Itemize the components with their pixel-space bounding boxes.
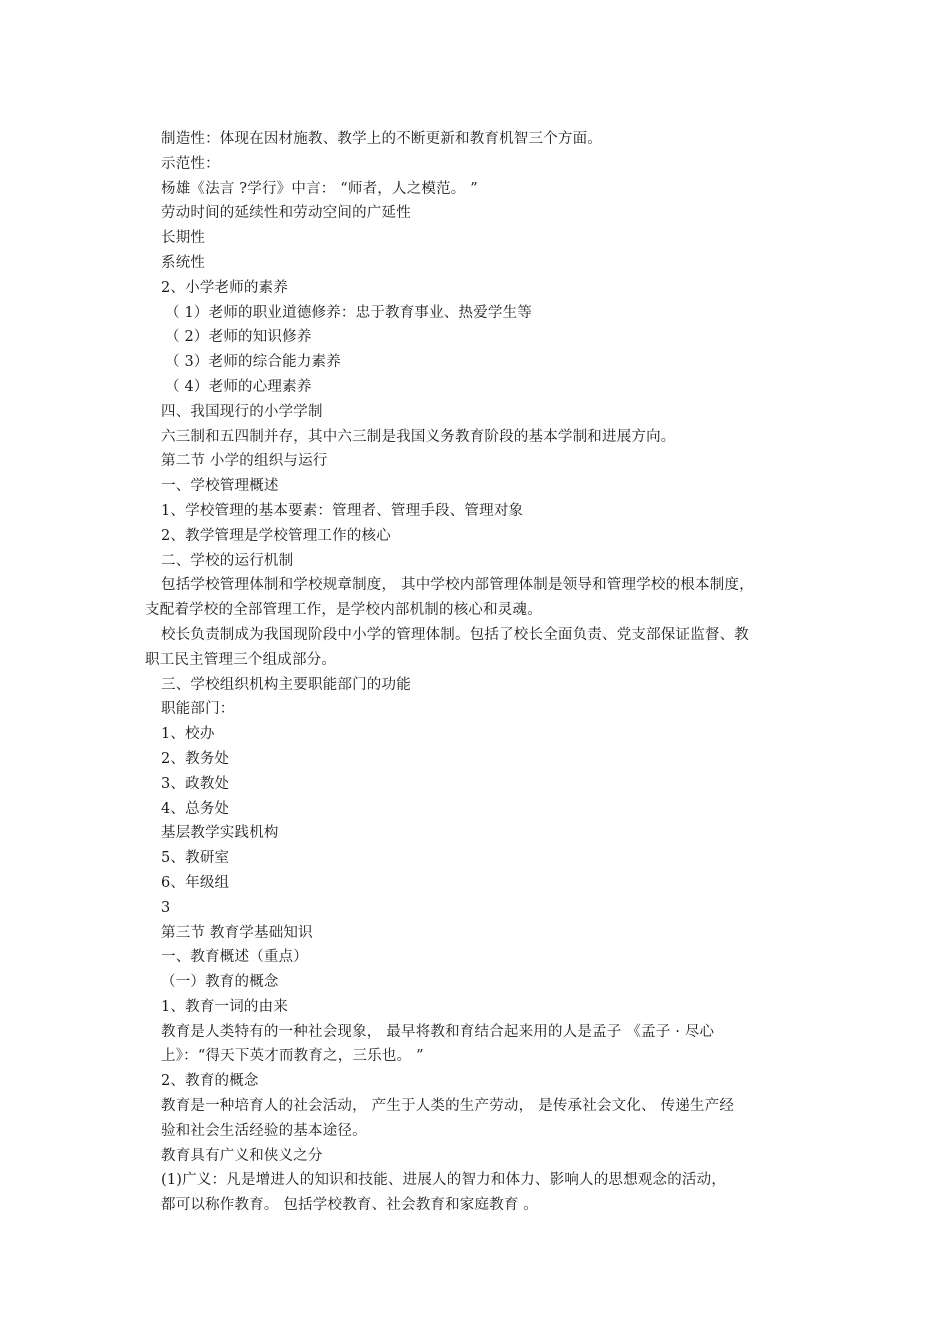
text-line: 职工民主管理三个组成部分。 [145,651,337,668]
list-item: 4、总务处 [161,800,230,817]
section-heading: 2、小学老师的素养 [161,279,289,296]
text-line: 六三制和五四制并存，其中六三制是我国义务教育阶段的基本学制和进展方向。 [161,428,676,445]
text-line: 1、学校管理的基本要素：管理者、管理手段、管理对象 [161,502,524,519]
text-line: 基层教学实践机构 [161,825,279,842]
section-heading: 一、教育概述（重点） [161,949,308,966]
section-heading: （一）教育的概念 [161,974,279,991]
text-line: （ 4）老师的心理素养 [165,378,312,395]
list-item: 5、教研室 [161,850,230,867]
section-heading: 第三节 教育学基础知识 [161,924,313,941]
text-line: 职能部门： [161,701,235,718]
section-heading: 三、学校组织机构主要职能部门的功能 [161,676,411,693]
text-line: 包括学校管理体制和学校规章制度， 其中学校内部管理体制是领导和管理学校的根本制度， [161,577,754,594]
document-body [145,127,810,1218]
page-number: 3 [161,899,171,916]
text-line: 校长负责制成为我国现阶段中小学的管理体制。包括了校长全面负责、党支部保证监督、教 [161,626,749,643]
section-heading: 二、学校的运行机制 [161,552,294,569]
text-line: 长期性 [161,230,206,247]
text-line: 劳动时间的延续性和劳动空间的广延性 [161,205,411,222]
text-line: （ 3）老师的综合能力素养 [165,354,341,371]
text-line: （ 2）老师的知识修养 [165,329,312,346]
text-line: 制造性：体现在因材施教、教学上的不断更新和教育机智三个方面。 [161,131,602,147]
text-line: 2、教学管理是学校管理工作的核心 [161,527,391,544]
text-line: 杨雄《法言 ?学行》中言： “师者，人之模范。 ” [161,180,478,197]
text-line: 系统性 [161,254,206,271]
text-line: 教育具有广义和侠义之分 [161,1147,323,1164]
section-heading: 1、教育一词的由来 [161,998,289,1015]
list-item: 6、年级组 [161,874,230,891]
text-line: 验和社会生活经验的基本途径。 [161,1122,367,1139]
text-line: (1)广义：凡是增进人的知识和技能、进展人的智力和体力、影响人的思想观念的活动， [161,1172,727,1189]
text-line: 教育是一种培育人的社会活动， 产生于人类的生产劳动， 是传承社会文化、 传递生产经 [161,1098,735,1115]
text-line: 教育是人类特有的一种社会现象， 最早将教和育结合起来用的人是孟子 《孟子 · 尽心 [161,1023,715,1040]
section-heading: 第二节 小学的组织与运行 [161,453,328,470]
text-line: 支配着学校的全部管理工作，是学校内部机制的核心和灵魂。 [145,602,542,619]
text-line: 都可以称作教育。 包括学校教育、社会教育和家庭教育 。 [161,1197,539,1214]
section-heading: 一、学校管理概述 [161,478,279,495]
list-item: 1、校办 [161,726,215,743]
text-line: 上》：“得天下英才而教育之，三乐也。 ” [161,1048,424,1065]
text-line: （ 1）老师的职业道德修养：忠于教育事业、热爱学生等 [165,304,533,321]
section-heading: 2、教育的概念 [161,1073,259,1090]
section-heading: 四、我国现行的小学学制 [161,403,323,420]
list-item: 3、政教处 [161,775,230,792]
list-item: 2、教务处 [161,750,230,767]
text-line: 示范性： [161,155,220,172]
